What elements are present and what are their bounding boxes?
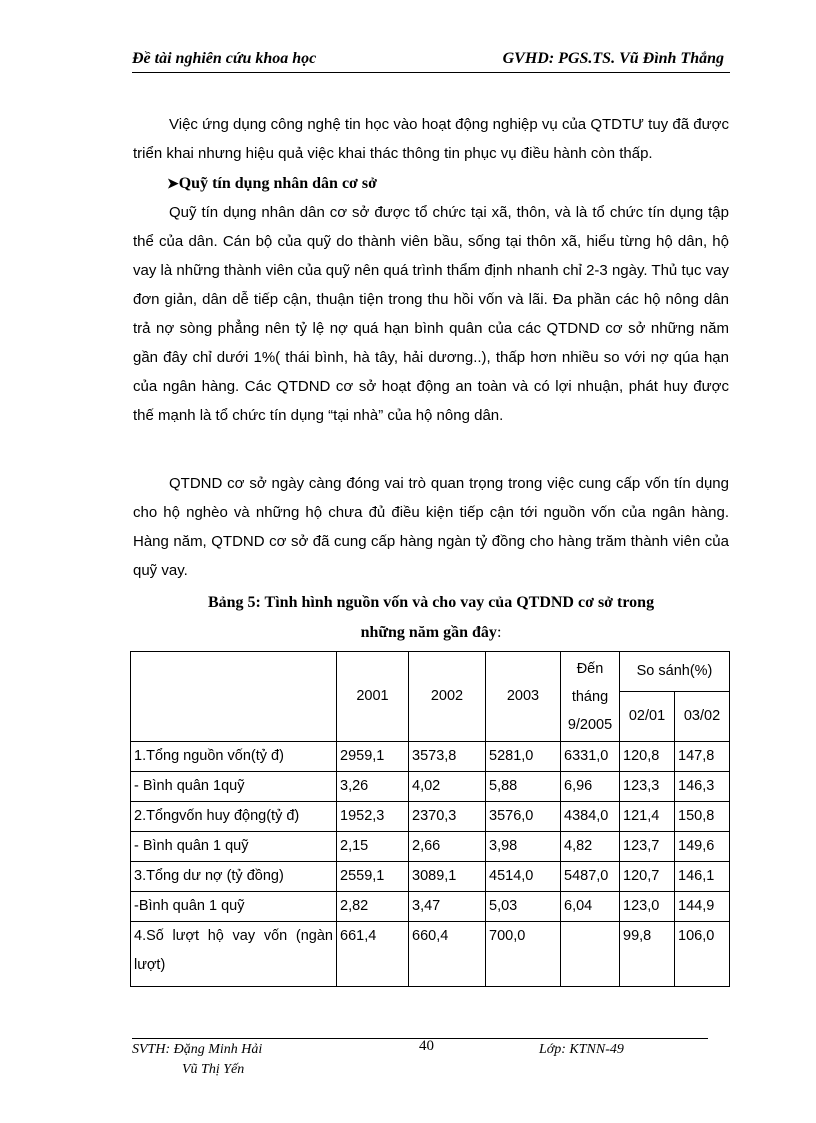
table-row bbox=[131, 742, 730, 772]
header-2003: 2003 bbox=[486, 652, 561, 742]
table-cell: 2,82 bbox=[337, 892, 409, 922]
table-cell: 6,96 bbox=[561, 772, 620, 802]
row-label: -Bình quân 1 quỹ bbox=[131, 892, 337, 922]
table-cell: 5,88 bbox=[486, 772, 561, 802]
header-2002: 2002 bbox=[409, 652, 486, 742]
table-row bbox=[131, 832, 730, 862]
table-cell: 2370,3 bbox=[409, 802, 486, 832]
data-table bbox=[130, 651, 730, 987]
table-cell: 2959,1 bbox=[337, 742, 409, 772]
table-cell: 99,8 bbox=[620, 922, 675, 987]
table-cell: 123,3 bbox=[620, 772, 675, 802]
page-header bbox=[132, 48, 730, 73]
table-cell bbox=[561, 922, 620, 987]
table-cell: 660,4 bbox=[409, 922, 486, 987]
table-cell: 3089,1 bbox=[409, 862, 486, 892]
header-03-02: 03/02 bbox=[675, 692, 730, 742]
table-cell: 3,47 bbox=[409, 892, 486, 922]
header-den: Đến bbox=[576, 660, 604, 677]
table-cell: 5281,0 bbox=[486, 742, 561, 772]
table-cell: 4514,0 bbox=[486, 862, 561, 892]
table-cell: 5,03 bbox=[486, 892, 561, 922]
table-cell: 2559,1 bbox=[337, 862, 409, 892]
table-cell: 146,3 bbox=[675, 772, 730, 802]
row-label: 3.Tổng dư nợ (tỷ đồng) bbox=[131, 862, 337, 892]
table-cell: 5487,0 bbox=[561, 862, 620, 892]
table-cell: 121,4 bbox=[620, 802, 675, 832]
table-cell: 147,8 bbox=[675, 742, 730, 772]
table-cell: 6331,0 bbox=[561, 742, 620, 772]
table-row bbox=[131, 802, 730, 832]
header-2005 bbox=[561, 652, 620, 742]
row-label: 2.Tổngvốn huy động(tỷ đ) bbox=[131, 802, 337, 832]
section-heading bbox=[167, 175, 377, 193]
table-caption-line1: Bảng 5: Tình hình nguồn vốn và cho vay của QTDND cơ sở trong bbox=[207, 594, 655, 611]
header-date: 9/2005 bbox=[567, 716, 613, 733]
table-cell: 2,15 bbox=[337, 832, 409, 862]
table-cell: 3,26 bbox=[337, 772, 409, 802]
table-corner-cell bbox=[131, 652, 337, 742]
table-cell: 146,1 bbox=[675, 862, 730, 892]
table-cell: 3576,0 bbox=[486, 802, 561, 832]
table-cell: 106,0 bbox=[675, 922, 730, 987]
footer-svth: SVTH: Đặng Minh Hải bbox=[132, 1042, 263, 1057]
row-label: - Bình quân 1 quỹ bbox=[131, 832, 337, 862]
row-label: 1.Tổng nguồn vốn(tỷ đ) bbox=[131, 742, 337, 772]
table-cell: 4,82 bbox=[561, 832, 620, 862]
table-cell: 149,6 bbox=[675, 832, 730, 862]
table-caption-line2 bbox=[133, 624, 729, 642]
table-cell: 661,4 bbox=[337, 922, 409, 987]
footer-name2: Vũ Thị Yến bbox=[182, 1062, 245, 1077]
table-cell: 144,9 bbox=[675, 892, 730, 922]
header-thang: tháng bbox=[571, 688, 609, 705]
row-label: - Bình quân 1quỹ bbox=[131, 772, 337, 802]
header-title: Đề tài nghiên cứu khoa học bbox=[132, 50, 317, 67]
paragraph-1: Việc ứng dụng công nghệ tin học vào hoạt động nghiệp vụ của QTDTƯ tuy đã được triển khai nhưng hiệu quả việc khai thác thông tin phục vụ điều hành còn thấp. bbox=[133, 116, 729, 162]
header-so-sanh: So sánh(%) bbox=[620, 652, 730, 692]
table-cell: 3,98 bbox=[486, 832, 561, 862]
table-body bbox=[131, 742, 730, 987]
header-advisor: GVHD: PGS.TS. Vũ Đình Thắng bbox=[502, 50, 724, 67]
table-row bbox=[131, 862, 730, 892]
header-02-01: 02/01 bbox=[620, 692, 675, 742]
table-cell: 6,04 bbox=[561, 892, 620, 922]
arrow-bullet-icon: ➤ bbox=[167, 177, 179, 192]
table-cell: 123,0 bbox=[620, 892, 675, 922]
table-cell: 4,02 bbox=[409, 772, 486, 802]
table-cell: 123,7 bbox=[620, 832, 675, 862]
table-cell: 1952,3 bbox=[337, 802, 409, 832]
table-cell: 4384,0 bbox=[561, 802, 620, 832]
table-caption-colon: : bbox=[496, 624, 502, 641]
paragraph-2: Quỹ tín dụng nhân dân cơ sở được tổ chức tại xã, thôn, và là tổ chức tín dụng tập thể của dân. Cán bộ của quỹ do thành viên bầu, sống tại thôn xã, hiểu từng hộ dân, hộ vay là những thành viên của quỹ nên quá trình thẩm định nhanh chỉ 2-3 ngày. Thủ tục vay đơn giản, dân dễ tiếp cận, thuận tiện trong thu hồi vốn và lãi. Đa phần các hộ nông dân trả nợ sòng phẳng nên tỷ lệ nợ quá hạn bình quân của các QTDND cơ sở những năm gần đây chỉ dưới 1%( thái bình, hà tây, hải dương..), thấp hơn nhiều so với nợ qúa hạn của ngân hàng. Các QTDND cơ sở hoạt động an toàn và có lợi nhuận, phát huy được thế mạnh là tổ chức tín dụng “tại nhà” của hộ nông dân. bbox=[133, 204, 729, 424]
table-cell: 3573,8 bbox=[409, 742, 486, 772]
page-number: 40 bbox=[419, 1038, 434, 1054]
section-heading-text: Quỹ tín dụng nhân dân cơ sở bbox=[178, 175, 377, 192]
table-cell: 120,8 bbox=[620, 742, 675, 772]
table-row bbox=[131, 772, 730, 802]
paragraph-3: QTDND cơ sở ngày càng đóng vai trò quan trọng trong việc cung cấp vốn tín dụng cho hộ nghèo và những hộ chưa đủ điều kiện tiếp cận tới nguồn vốn của ngân hàng. Hàng năm, QTDND cơ sở đã cung cấp hàng ngàn tỷ đồng cho hàng trăm thành viên của quỹ vay. bbox=[133, 475, 729, 579]
table-cell: 2,66 bbox=[409, 832, 486, 862]
table-cell: 120,7 bbox=[620, 862, 675, 892]
header-2001: 2001 bbox=[337, 652, 409, 742]
table-caption-text: những năm gần đây bbox=[360, 624, 497, 641]
table-cell: 150,8 bbox=[675, 802, 730, 832]
table-row bbox=[131, 922, 730, 987]
footer-class: Lớp: KTNN-49 bbox=[539, 1042, 624, 1057]
table-cell: 700,0 bbox=[486, 922, 561, 987]
table-row bbox=[131, 892, 730, 922]
row-label: 4.Số lượt hộ vay vốn (ngàn lượt) bbox=[131, 922, 337, 987]
